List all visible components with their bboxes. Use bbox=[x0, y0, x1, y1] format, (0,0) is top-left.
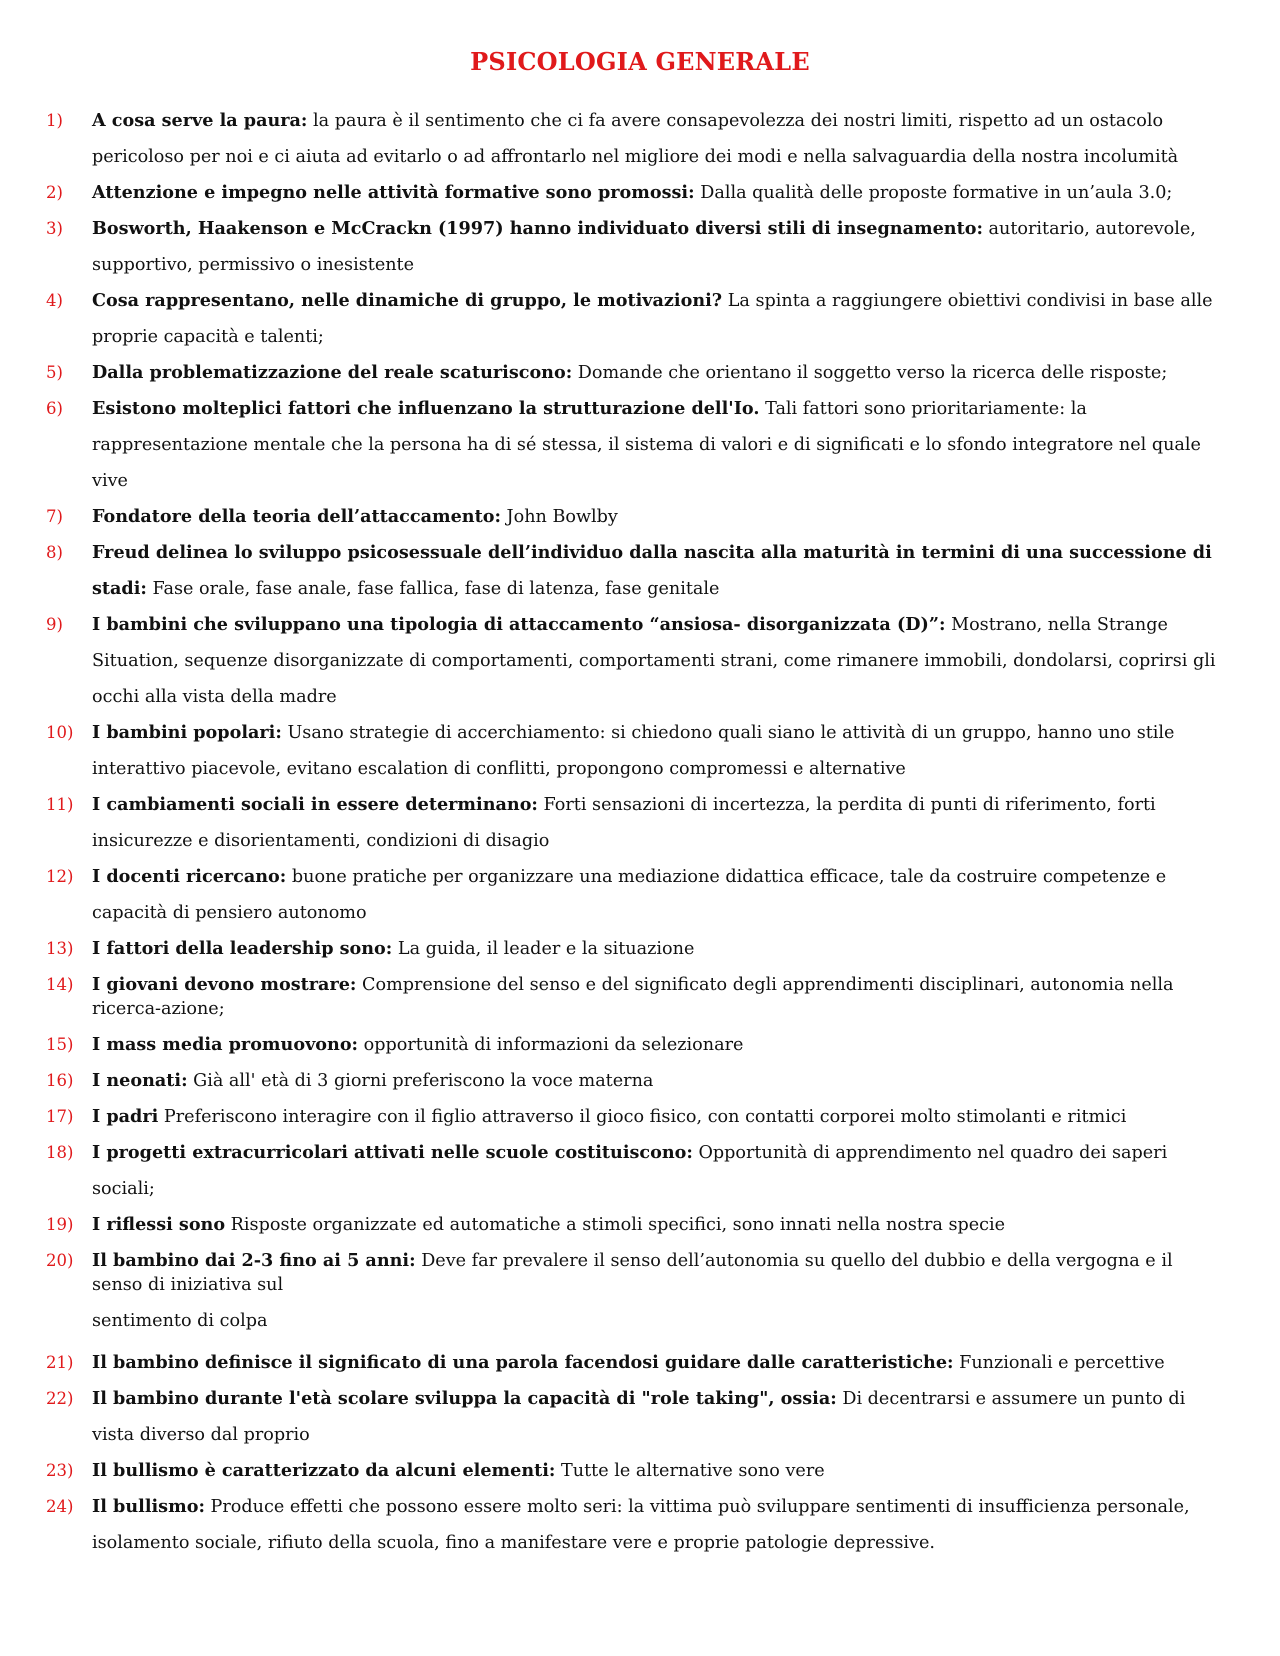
list-item bbox=[0, 1063, 1280, 1099]
item-number: 5) bbox=[46, 363, 63, 382]
item-question: I bambini popolari: bbox=[92, 722, 282, 743]
item-answer: Dalla qualità delle proposte formative in un’aula 3.0; bbox=[694, 183, 1173, 203]
item-number: 7) bbox=[46, 507, 63, 526]
item-answer: Opportunità di apprendimento nel quadro dei saperi sociali; bbox=[92, 1143, 1168, 1199]
item-answer: Usano strategie di accerchiamento: si chiedono quali siano le attività di un gruppo, hanno uno stile interattivo piacevole, evitano escalation di conflitti, propongono compromessi e alternative bbox=[92, 723, 1175, 779]
list-item bbox=[0, 391, 1280, 499]
list-item bbox=[0, 1243, 1280, 1345]
item-answer: Tutte le alternative sono vere bbox=[555, 1461, 825, 1481]
item-number: 2) bbox=[46, 183, 63, 202]
item-question: A cosa serve la paura: bbox=[92, 110, 308, 131]
item-answer: John Bowlby bbox=[500, 507, 618, 527]
item-answer: Forti sensazioni di incertezza, la perdita di punti di riferimento, forti insicurezze e disorientamenti, condizioni di disagio bbox=[92, 795, 1156, 851]
list-item bbox=[0, 283, 1280, 355]
item-answer: buone pratiche per organizzare una mediazione didattica efficace, tale da costruire competenze e capacità di pensiero autonomo bbox=[92, 867, 1167, 923]
item-question: Cosa rappresentano, nelle dinamiche di gruppo, le motivazioni? bbox=[92, 290, 723, 311]
page-title: PSICOLOGIA GENERALE bbox=[470, 47, 810, 76]
item-answer: Deve far prevalere il senso dell’autonomia su quello del dubbio e della vergogna e il senso di iniziativa sul bbox=[92, 1251, 1173, 1295]
item-question: Dalla problematizzazione del reale scaturiscono: bbox=[92, 362, 573, 383]
list-item bbox=[0, 859, 1280, 931]
item-answer: Domande che orientano il soggetto verso la ricerca delle risposte; bbox=[572, 363, 1168, 383]
item-answer: opportunità di informazioni da selezionare bbox=[358, 1035, 744, 1055]
item-question: I neonati: bbox=[92, 1070, 188, 1091]
item-question: Il bambino durante l'età scolare sviluppa la capacità di "role taking", ossia: bbox=[92, 1388, 837, 1409]
item-number: 21) bbox=[46, 1353, 74, 1372]
item-question: I mass media promuovono: bbox=[92, 1034, 359, 1055]
item-answer: Produce effetti che possono essere molto seri: la vittima può sviluppare sentimenti di insufficienza personale, isolamento sociale, rifiuto della scuola, fino a manifestare vere e proprie patologie depressive. bbox=[92, 1497, 1190, 1553]
item-question: Il bambino dai 2-3 fino ai 5 anni: bbox=[92, 1250, 416, 1271]
item-number: 22) bbox=[46, 1389, 74, 1408]
item-answer: La spinta a raggiungere obiettivi condivisi in base alle proprie capacità e talenti; bbox=[92, 291, 1213, 347]
list-item bbox=[0, 499, 1280, 535]
list-item bbox=[0, 103, 1280, 175]
item-number: 17) bbox=[46, 1107, 74, 1126]
item-number: 12) bbox=[46, 867, 74, 886]
list-item bbox=[0, 1207, 1280, 1243]
item-answer: Mostrano, nella Strange Situation, sequenze disorganizzate di comportamenti, comportamenti strani, come rimanere immobili, dondolarsi, coprirsi gli occhi alla vista della madre bbox=[92, 615, 1216, 707]
question-list bbox=[0, 103, 1280, 1561]
item-number: 14) bbox=[46, 975, 74, 994]
item-question: Bosworth, Haakenson e McCrackn (1997) hanno individuato diversi stili di insegnamento: bbox=[92, 218, 983, 239]
list-item bbox=[0, 787, 1280, 859]
list-item bbox=[0, 1099, 1280, 1135]
item-number: 4) bbox=[46, 291, 63, 310]
item-question: I docenti ricercano: bbox=[92, 866, 287, 887]
item-question: I giovani devono mostrare: bbox=[92, 974, 357, 995]
item-question: I riflessi sono bbox=[92, 1214, 226, 1235]
item-number: 10) bbox=[46, 723, 74, 742]
list-item bbox=[0, 1453, 1280, 1489]
item-answer: Già all' età di 3 giorni preferiscono la voce materna bbox=[187, 1071, 654, 1091]
item-question: I progetti extracurricolari attivati nelle scuole costituiscono: bbox=[92, 1142, 693, 1163]
list-item bbox=[0, 715, 1280, 787]
item-question: Freud delinea lo sviluppo psicosessuale dell’individuo dalla nascita alla maturità in termini di una successione di stadi: bbox=[92, 542, 1212, 599]
item-number: 15) bbox=[46, 1035, 74, 1054]
item-number: 6) bbox=[46, 399, 63, 418]
item-answer: Preferiscono interagire con il figlio attraverso il gioco fisico, con contatti corporei molto stimolanti e ritmici bbox=[158, 1107, 1127, 1127]
list-item bbox=[0, 931, 1280, 967]
item-answer: Risposte organizzate ed automatiche a stimoli specifici, sono innati nella nostra specie bbox=[225, 1215, 1006, 1235]
list-item bbox=[0, 1135, 1280, 1207]
item-number: 8) bbox=[46, 543, 63, 562]
item-answer: Comprensione del senso e del significato degli apprendimenti disciplinari, autonomia nella ricerca-azione; bbox=[92, 975, 1174, 1019]
list-item bbox=[0, 355, 1280, 391]
item-question: I cambiamenti sociali in essere determinano: bbox=[92, 794, 538, 815]
item-answer: La guida, il leader e la situazione bbox=[392, 939, 695, 959]
item-answer-continuation: sentimento di colpa bbox=[92, 1311, 268, 1331]
item-question: Fondatore della teoria dell’attaccamento: bbox=[92, 506, 501, 527]
item-number: 24) bbox=[46, 1497, 74, 1516]
item-answer: la paura è il sentimento che ci fa avere consapevolezza dei nostri limiti, rispetto ad un ostacolo pericoloso per noi e ci aiuta ad evitarlo o ad affrontarlo nel migliore dei modi e nella salvaguardia della nostra incolumità bbox=[92, 111, 1179, 167]
item-question: Il bullismo è caratterizzato da alcuni elementi: bbox=[92, 1460, 556, 1481]
item-number: 20) bbox=[46, 1251, 74, 1270]
item-question: Il bambino definisce il significato di una parola facendosi guidare dalle caratteristiche: bbox=[92, 1352, 954, 1373]
item-answer: autoritario, autorevole, supportivo, permissivo o inesistente bbox=[92, 219, 1196, 275]
item-answer: Fase orale, fase anale, fase fallica, fase di latenza, fase genitale bbox=[146, 579, 720, 599]
item-number: 19) bbox=[46, 1215, 74, 1234]
item-answer: Di decentrarsi e assumere un punto di vista diverso dal proprio bbox=[92, 1389, 1186, 1445]
item-answer: Tali fattori sono prioritariamente: la rappresentazione mentale che la persona ha di sé stessa, il sistema di valori e di significati e lo sfondo integratore nel quale vive bbox=[92, 399, 1201, 491]
list-item bbox=[0, 1381, 1280, 1453]
list-item bbox=[0, 967, 1280, 1027]
item-answer: Funzionali e percettive bbox=[953, 1353, 1165, 1373]
item-question: I bambini che sviluppano una tipologia di attaccamento “ansiosa- disorganizzata (D)”: bbox=[92, 614, 946, 635]
item-number: 1) bbox=[46, 111, 63, 130]
item-number: 9) bbox=[46, 615, 63, 634]
item-number: 23) bbox=[46, 1461, 74, 1480]
item-number: 3) bbox=[46, 219, 63, 238]
item-question: Attenzione e impegno nelle attività formative sono promossi: bbox=[92, 182, 695, 203]
item-question: Esistono molteplici fattori che influenzano la strutturazione dell'Io. bbox=[92, 398, 760, 419]
list-item bbox=[0, 1027, 1280, 1063]
list-item bbox=[0, 175, 1280, 211]
item-question: I fattori della leadership sono: bbox=[92, 938, 393, 959]
item-number: 16) bbox=[46, 1071, 74, 1090]
item-number: 18) bbox=[46, 1143, 74, 1162]
list-item bbox=[0, 211, 1280, 283]
item-number: 11) bbox=[46, 795, 74, 814]
item-number: 13) bbox=[46, 939, 74, 958]
list-item bbox=[0, 535, 1280, 607]
list-item bbox=[0, 607, 1280, 715]
item-question: Il bullismo: bbox=[92, 1496, 205, 1517]
list-item bbox=[0, 1489, 1280, 1561]
item-question: I padri bbox=[92, 1106, 159, 1127]
list-item bbox=[0, 1345, 1280, 1381]
